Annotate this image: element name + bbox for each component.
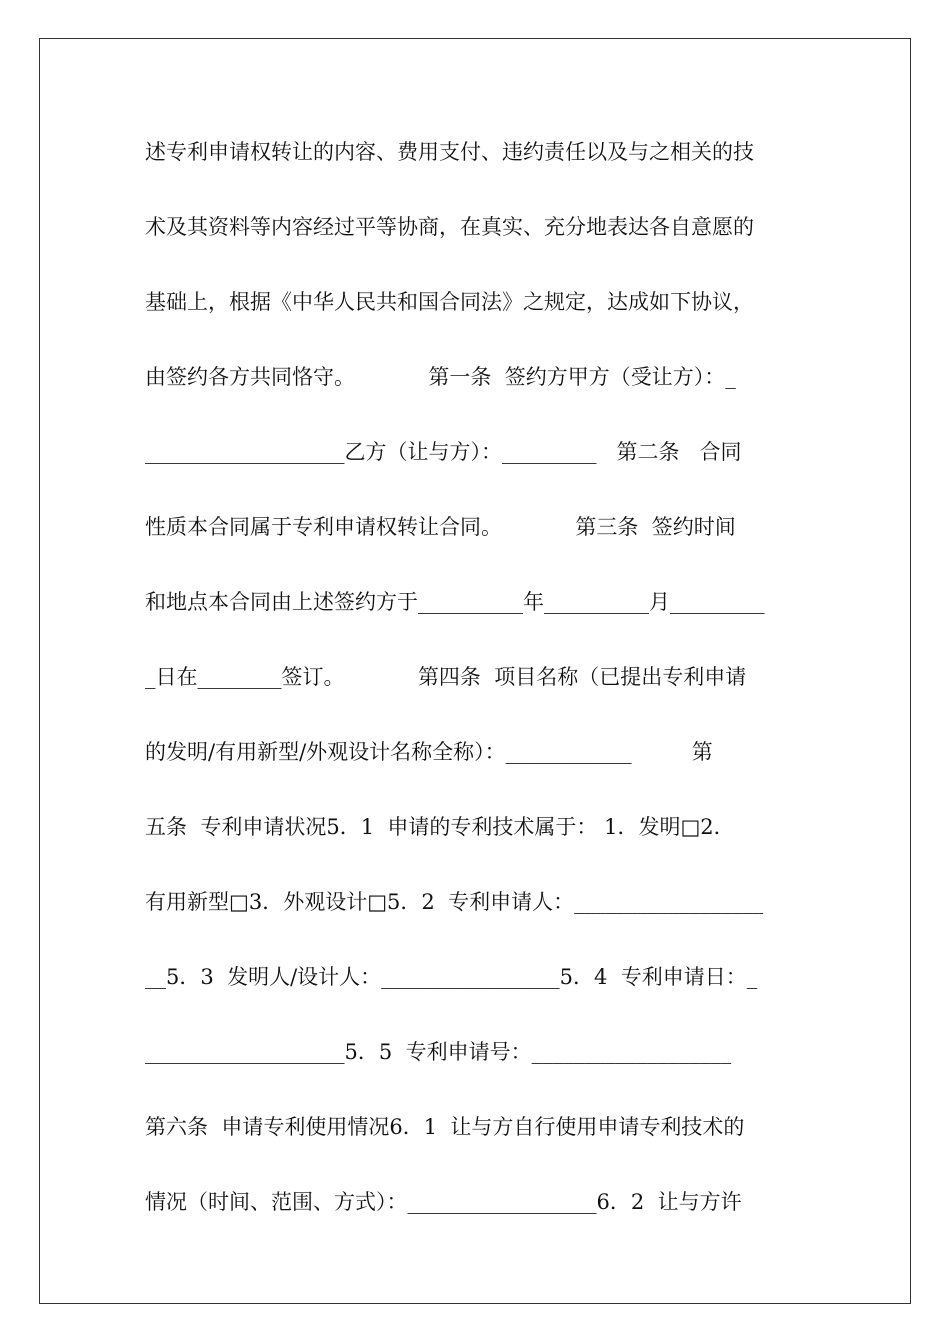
document-body xyxy=(145,128,805,1253)
text-line: 的发明/有用新型/外观设计名称全称）：____________ 第 xyxy=(145,740,713,764)
text-line: 由签约各方共同恪守。 第一条 签约方甲方（受让方）：_ xyxy=(145,365,736,389)
text-line: 性质本合同属于专利申请权转让合同。 第三条 签约时间 xyxy=(145,515,736,539)
text-line: 基础上，根据《中华人民共和国合同法》之规定，达成如下协议， xyxy=(145,290,754,314)
text-line: ___________________乙方（让与方）：_________ 第二条 合同 xyxy=(145,440,742,464)
text-line: __5．3 发明人/设计人：_________________5．4 专利申请日：_ xyxy=(145,965,758,989)
text-line: 情况（时间、范围、方式）：__________________6．2 让与方许 xyxy=(145,1190,742,1214)
text-line: 有用新型□3．外观设计□5．2 专利申请人：__________________ xyxy=(145,890,764,914)
text-line: 述专利申请权转让的内容、费用支付、违约责任以及与之相关的技 xyxy=(145,140,754,164)
text-line: 术及其资料等内容经过平等协商，在真实、充分地表达各自意愿的 xyxy=(145,215,754,239)
text-line: _日在________签订。 第四条 项目名称（已提出专利申请 xyxy=(145,665,747,689)
text-line: 五条 专利申请状况5．1 申请的专利技术属于： 1．发明□2． xyxy=(145,815,735,839)
text-line: 和地点本合同由上述签约方于__________年__________月_________ xyxy=(145,590,765,614)
text-line: ___________________5．5 专利申请号：___________________ xyxy=(145,1040,732,1064)
text-line: 第六条 申请专利使用情况6．1 让与方自行使用申请专利技术的 xyxy=(145,1115,745,1139)
